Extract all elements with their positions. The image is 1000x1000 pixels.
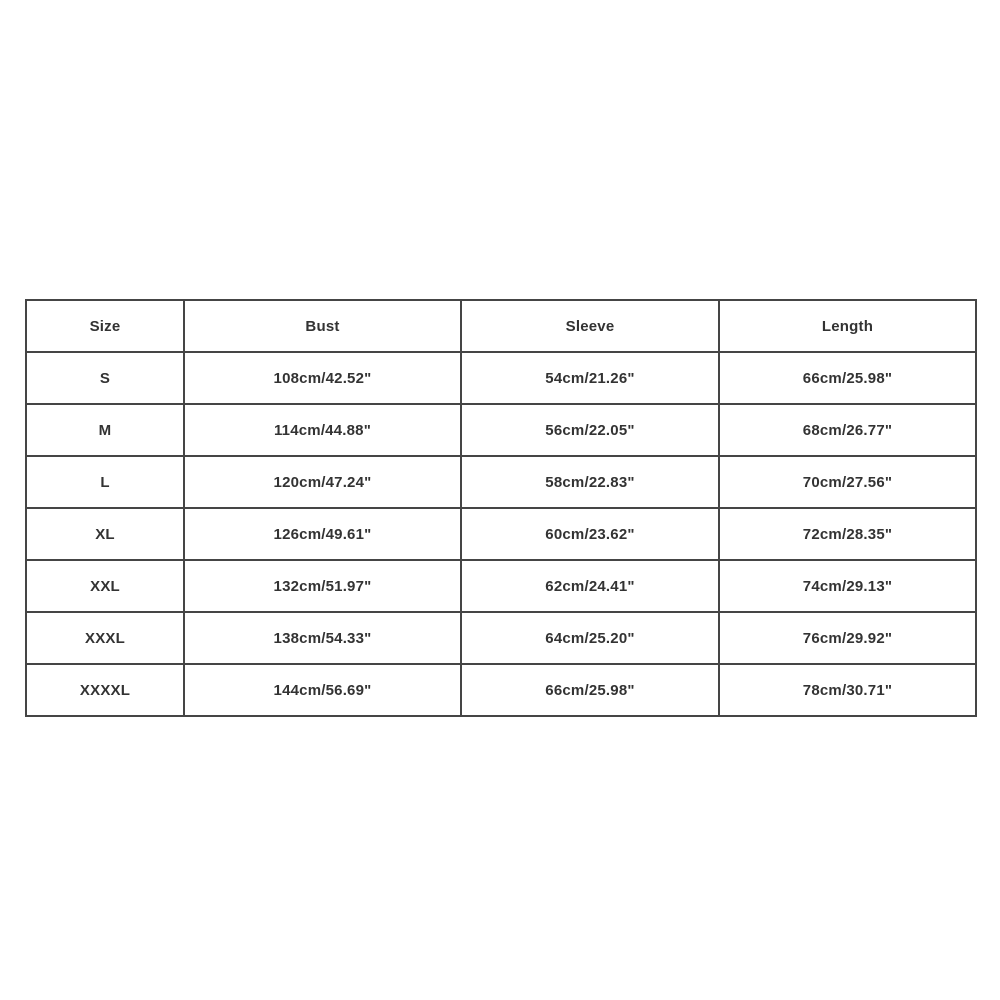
column-header-sleeve: Sleeve bbox=[461, 300, 719, 352]
bust-cell: 108cm/42.52" bbox=[184, 352, 461, 404]
bust-cell: 138cm/54.33" bbox=[184, 612, 461, 664]
column-header-bust: Bust bbox=[184, 300, 461, 352]
length-cell: 66cm/25.98" bbox=[719, 352, 976, 404]
sleeve-cell: 58cm/22.83" bbox=[461, 456, 719, 508]
size-cell: S bbox=[26, 352, 184, 404]
sleeve-cell: 64cm/25.20" bbox=[461, 612, 719, 664]
table-row bbox=[26, 664, 976, 716]
sleeve-cell: 62cm/24.41" bbox=[461, 560, 719, 612]
size-cell: XXXXL bbox=[26, 664, 184, 716]
sleeve-cell: 66cm/25.98" bbox=[461, 664, 719, 716]
sleeve-cell: 60cm/23.62" bbox=[461, 508, 719, 560]
size-cell: XL bbox=[26, 508, 184, 560]
table-row bbox=[26, 352, 976, 404]
table-row bbox=[26, 404, 976, 456]
size-cell: XXL bbox=[26, 560, 184, 612]
bust-cell: 126cm/49.61" bbox=[184, 508, 461, 560]
bust-cell: 120cm/47.24" bbox=[184, 456, 461, 508]
length-cell: 74cm/29.13" bbox=[719, 560, 976, 612]
table-row bbox=[26, 612, 976, 664]
size-chart-table bbox=[25, 299, 977, 717]
table-row bbox=[26, 456, 976, 508]
sleeve-cell: 54cm/21.26" bbox=[461, 352, 719, 404]
column-header-length: Length bbox=[719, 300, 976, 352]
length-cell: 70cm/27.56" bbox=[719, 456, 976, 508]
size-cell: M bbox=[26, 404, 184, 456]
length-cell: 76cm/29.92" bbox=[719, 612, 976, 664]
length-cell: 72cm/28.35" bbox=[719, 508, 976, 560]
column-header-size: Size bbox=[26, 300, 184, 352]
bust-cell: 114cm/44.88" bbox=[184, 404, 461, 456]
bust-cell: 144cm/56.69" bbox=[184, 664, 461, 716]
table-row bbox=[26, 560, 976, 612]
sleeve-cell: 56cm/22.05" bbox=[461, 404, 719, 456]
length-cell: 68cm/26.77" bbox=[719, 404, 976, 456]
table-row bbox=[26, 508, 976, 560]
length-cell: 78cm/30.71" bbox=[719, 664, 976, 716]
header-row bbox=[26, 300, 976, 352]
size-chart bbox=[25, 299, 975, 699]
bust-cell: 132cm/51.97" bbox=[184, 560, 461, 612]
size-cell: L bbox=[26, 456, 184, 508]
size-cell: XXXL bbox=[26, 612, 184, 664]
